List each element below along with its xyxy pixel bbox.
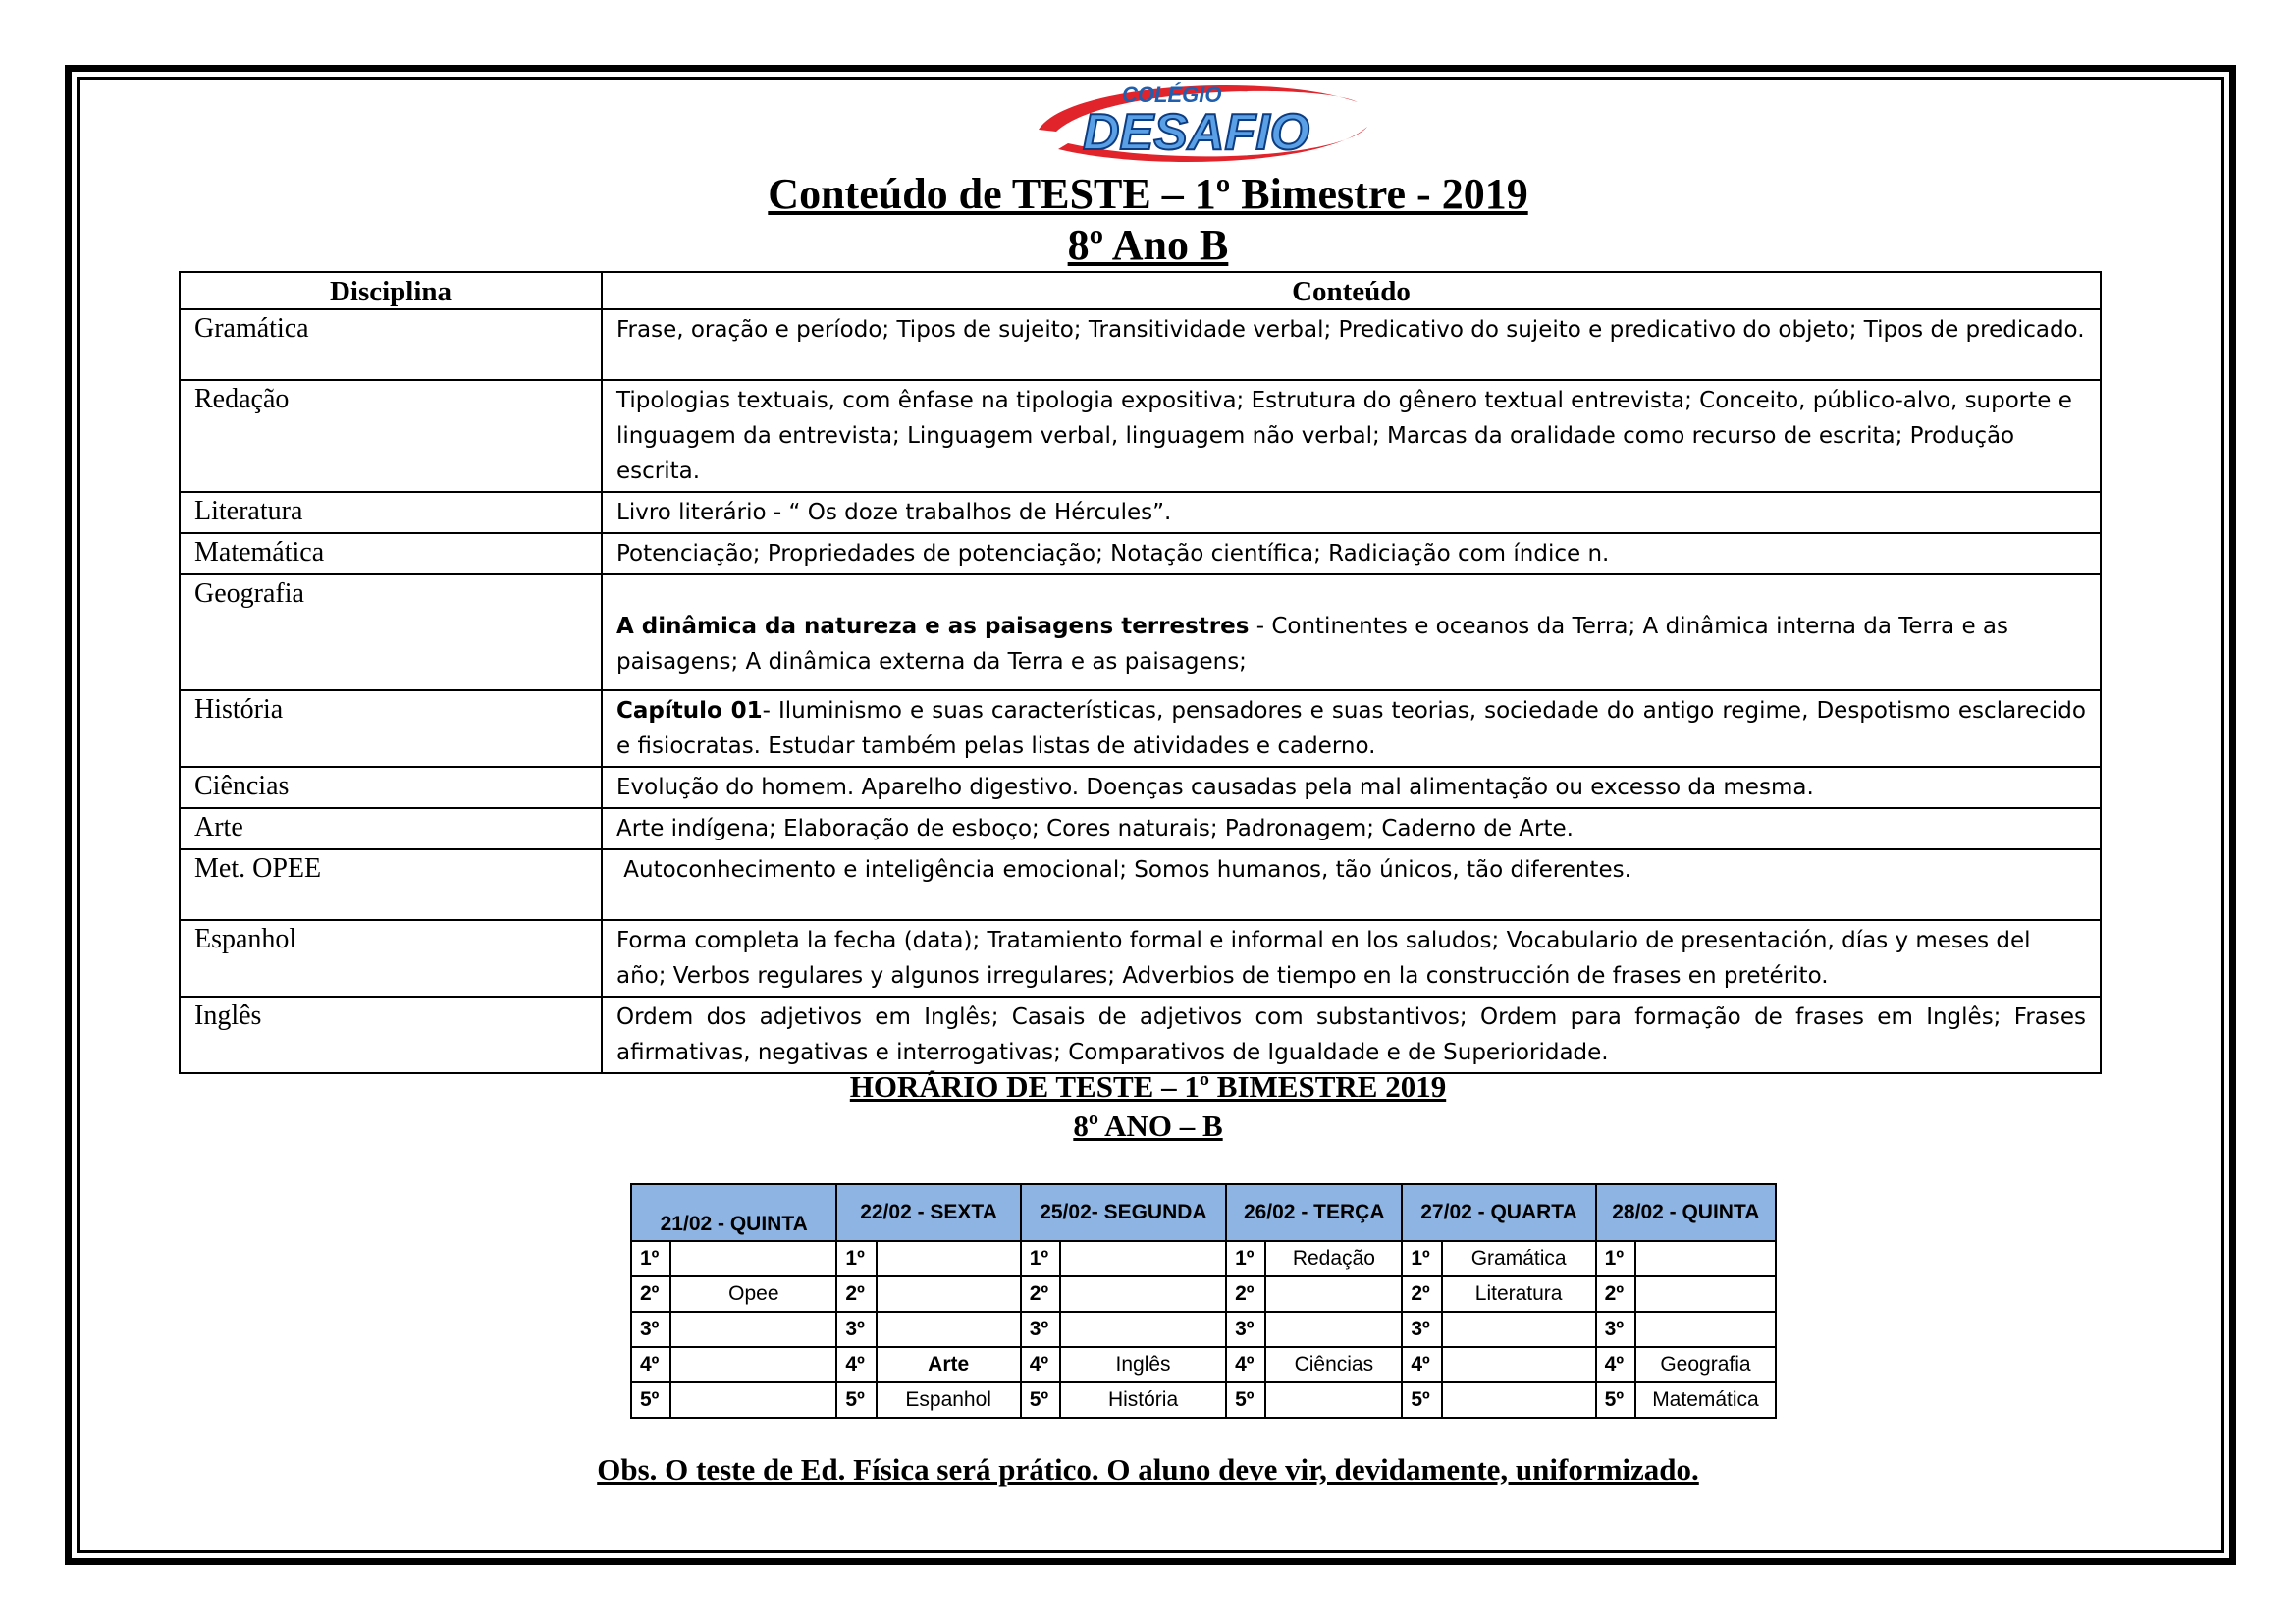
day-header: 26/02 - TERÇA <box>1226 1184 1402 1241</box>
schedule-subject <box>1265 1276 1402 1312</box>
period-number: 2º <box>1021 1276 1060 1312</box>
period-number: 4º <box>1226 1347 1265 1382</box>
content-cell: Livro literário - “ Os doze trabalhos de Hércules”. <box>602 492 2101 533</box>
schedule-subject <box>670 1312 836 1347</box>
schedule-subject <box>877 1312 1021 1347</box>
period-number: 3º <box>836 1312 876 1347</box>
page-title: Conteúdo de TESTE – 1º Bimestre - 2019 <box>768 170 1528 218</box>
day-header: 21/02 - QUINTA <box>631 1184 836 1241</box>
schedule-subject: Matemática <box>1635 1382 1776 1418</box>
period-number: 3º <box>1021 1312 1060 1347</box>
school-logo <box>1029 73 1374 171</box>
schedule-title: HORÁRIO DE TESTE – 1º BIMESTRE 2019 <box>849 1069 1447 1104</box>
period-number: 1º <box>631 1241 670 1276</box>
table-row <box>180 920 2101 997</box>
svg-text:DESAFIO: DESAFIO <box>1083 104 1310 161</box>
schedule-subject <box>1060 1312 1226 1347</box>
schedule-subject <box>1635 1241 1776 1276</box>
day-header: 28/02 - QUINTA <box>1596 1184 1776 1241</box>
schedule-subject <box>1442 1382 1596 1418</box>
schedule-subject: Ciências <box>1265 1347 1402 1382</box>
header-content: Conteúdo <box>602 272 2101 309</box>
content-cell: Tipologias textuais, com ênfase na tipologia expositiva; Estrutura do gênero textual entrevista; Conceito, público-alvo, suporte e linguagem da entrevista; Linguagem verbal, linguagem não verbal; Marcas da oralidade como recurso de escrita; Produção escrita. <box>602 380 2101 492</box>
schedule-subject: Espanhol <box>877 1382 1021 1418</box>
period-number: 1º <box>836 1241 876 1276</box>
period-number: 1º <box>1021 1241 1060 1276</box>
svg-text:COLÉGIO: COLÉGIO <box>1122 82 1222 107</box>
schedule-row <box>631 1276 1776 1312</box>
content-cell: Arte indígena; Elaboração de esboço; Cores naturais; Padronagem; Caderno de Arte. <box>602 808 2101 849</box>
table-row <box>180 309 2101 380</box>
day-header: 22/02 - SEXTA <box>836 1184 1020 1241</box>
content-cell: Forma completa la fecha (data); Tratamiento formal e informal en los saludos; Vocabulario de presentación, días y meses del año; Verbos regulares y algunos irregulares; Adverbios de tiempo en la construcción de frases en pretérito. <box>602 920 2101 997</box>
period-number: 2º <box>1402 1276 1441 1312</box>
table-row <box>180 849 2101 920</box>
period-number: 3º <box>631 1312 670 1347</box>
period-number: 3º <box>1226 1312 1265 1347</box>
content-cell: Autoconhecimento e inteligência emocional; Somos humanos, tão únicos, tão diferentes. <box>602 849 2101 920</box>
schedule-subject <box>1060 1241 1226 1276</box>
period-number: 1º <box>1596 1241 1635 1276</box>
subject-cell: Espanhol <box>180 920 602 997</box>
period-number: 3º <box>1402 1312 1441 1347</box>
period-number: 1º <box>1402 1241 1441 1276</box>
subject-cell: Arte <box>180 808 602 849</box>
schedule-class-label: 8º ANO – B <box>1073 1109 1223 1143</box>
content-bold: Capítulo 01 <box>616 698 763 724</box>
subject-cell: Inglês <box>180 997 602 1073</box>
schedule-subject: Geografia <box>1635 1347 1776 1382</box>
schedule-subject <box>670 1382 836 1418</box>
schedule-subject <box>877 1241 1021 1276</box>
period-number: 4º <box>836 1347 876 1382</box>
period-number: 3º <box>1596 1312 1635 1347</box>
content-bold: A dinâmica da natureza e as paisagens terrestres <box>616 614 1250 639</box>
period-number: 5º <box>1021 1382 1060 1418</box>
content-cell: Ordem dos adjetivos em Inglês; Casais de adjetivos com substantivos; Ordem para formação de frases em Inglês; Frases afirmativas, negativas e interrogativas; Comparativos de Igualdade e de Superioridade. <box>602 997 2101 1073</box>
subject-cell: Met. OPEE <box>180 849 602 920</box>
period-number: 5º <box>1402 1382 1441 1418</box>
schedule-row <box>631 1312 1776 1347</box>
content-cell <box>602 690 2101 767</box>
content-table <box>179 271 2102 1074</box>
day-header: 25/02- SEGUNDA <box>1021 1184 1226 1241</box>
content-text: - Iluminismo e suas características, pensadores e suas teorias, sociedade do antigo regime, Despotismo esclarecido e fisiocratas. Estudar também pelas listas de atividades e caderno. <box>616 698 2086 759</box>
period-number: 4º <box>1402 1347 1441 1382</box>
period-number: 5º <box>631 1382 670 1418</box>
day-header: 27/02 - QUARTA <box>1402 1184 1595 1241</box>
period-number: 2º <box>836 1276 876 1312</box>
schedule-row <box>631 1241 1776 1276</box>
schedule-subject <box>1635 1276 1776 1312</box>
schedule-header-row <box>631 1184 1776 1241</box>
schedule-subject <box>877 1276 1021 1312</box>
period-number: 4º <box>631 1347 670 1382</box>
table-row <box>180 380 2101 492</box>
schedule-subject <box>1442 1347 1596 1382</box>
content-cell: Potenciação; Propriedades de potenciação; Notação científica; Radiciação com índice n. <box>602 533 2101 574</box>
header-discipline: Disciplina <box>180 272 602 309</box>
subject-cell: Matemática <box>180 533 602 574</box>
schedule-subject <box>1265 1382 1402 1418</box>
table-row <box>180 767 2101 808</box>
schedule-subject: Redação <box>1265 1241 1402 1276</box>
content-cell: Evolução do homem. Aparelho digestivo. Doenças causadas pela mal alimentação ou excesso da mesma. <box>602 767 2101 808</box>
schedule-subject: Inglês <box>1060 1347 1226 1382</box>
schedule-subject: Arte <box>877 1347 1021 1382</box>
class-label: 8º Ano B <box>1067 221 1229 269</box>
table-row <box>180 997 2101 1073</box>
table-row <box>180 690 2101 767</box>
schedule-subject <box>670 1347 836 1382</box>
period-number: 2º <box>1226 1276 1265 1312</box>
schedule-subject: Opee <box>670 1276 836 1312</box>
subject-cell: Literatura <box>180 492 602 533</box>
content-text: - Continentes e oceanos da Terra; A dinâmica interna da Terra e as paisagens; A dinâmica externa da Terra e as paisagens; <box>616 614 2009 675</box>
observation-note: Obs. O teste de Ed. Física será prático. O aluno deve vir, devidamente, uniformizado. <box>597 1452 1699 1487</box>
subject-cell: Geografia <box>180 574 602 690</box>
schedule-row <box>631 1347 1776 1382</box>
period-number: 5º <box>836 1382 876 1418</box>
period-number: 5º <box>1226 1382 1265 1418</box>
table-row <box>180 492 2101 533</box>
table-row <box>180 533 2101 574</box>
schedule-row <box>631 1382 1776 1418</box>
schedule-subject <box>670 1241 836 1276</box>
table-row <box>180 574 2101 690</box>
subject-cell: Redação <box>180 380 602 492</box>
subject-cell: Ciências <box>180 767 602 808</box>
schedule-subject <box>1635 1312 1776 1347</box>
content-table-header <box>180 272 2101 309</box>
period-number: 4º <box>1596 1347 1635 1382</box>
period-number: 2º <box>1596 1276 1635 1312</box>
schedule-subject <box>1442 1312 1596 1347</box>
period-number: 5º <box>1596 1382 1635 1418</box>
schedule-subject: Literatura <box>1442 1276 1596 1312</box>
content-cell: Frase, oração e período; Tipos de sujeito; Transitividade verbal; Predicativo do sujeito e predicativo do objeto; Tipos de predicado. <box>602 309 2101 380</box>
period-number: 4º <box>1021 1347 1060 1382</box>
schedule-subject: História <box>1060 1382 1226 1418</box>
schedule-subject <box>1060 1276 1226 1312</box>
schedule-subject <box>1265 1312 1402 1347</box>
schedule-subject: Gramática <box>1442 1241 1596 1276</box>
content-cell <box>602 574 2101 690</box>
period-number: 2º <box>631 1276 670 1312</box>
subject-cell: Gramática <box>180 309 602 380</box>
period-number: 1º <box>1226 1241 1265 1276</box>
schedule-table <box>630 1183 1777 1419</box>
table-row <box>180 808 2101 849</box>
subject-cell: História <box>180 690 602 767</box>
